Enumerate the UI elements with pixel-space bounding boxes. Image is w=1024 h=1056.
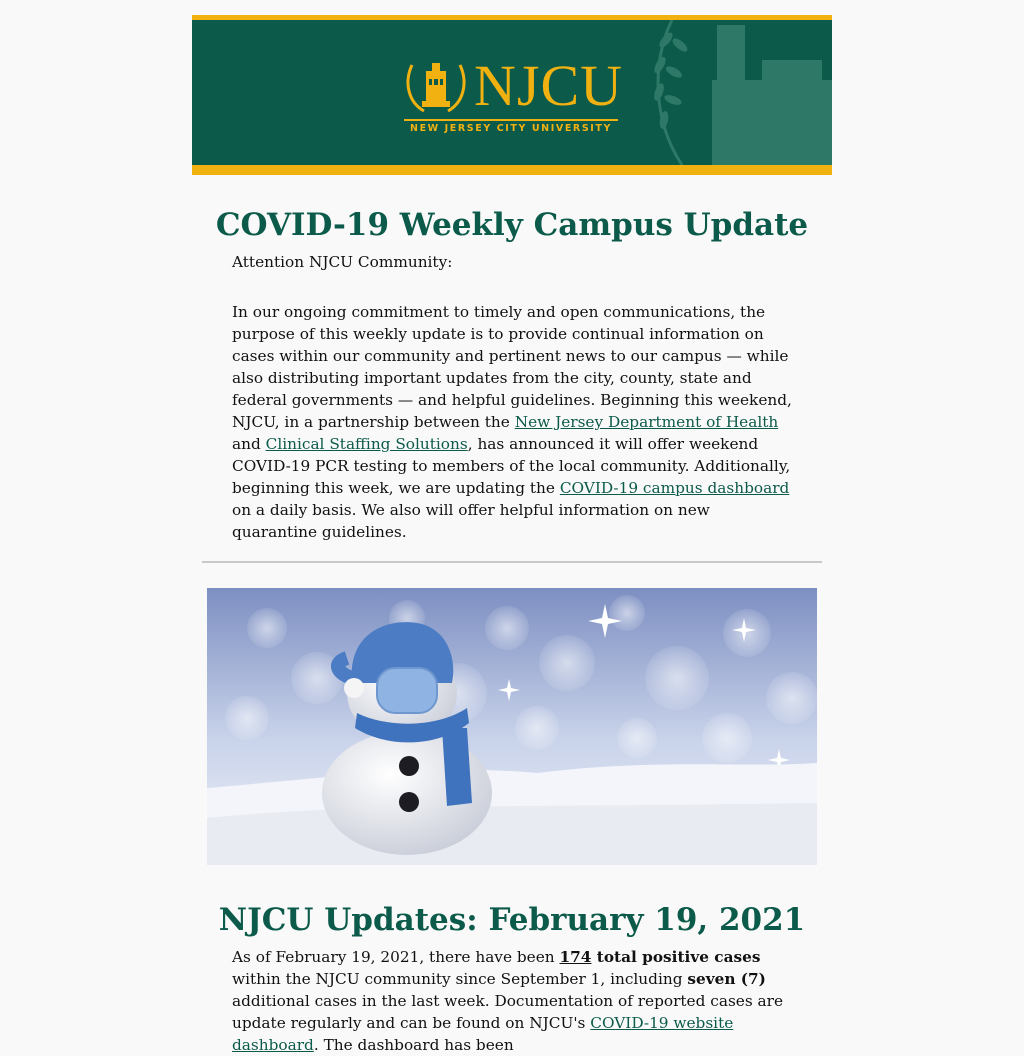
intro-text-4: on a daily basis. We also will offer helpful information on new quarantine guidelines.	[232, 501, 710, 541]
updates-text-3: additional cases in the last week. Documentation of reported cases are update regularly and can be found on NJCU's	[232, 992, 784, 1032]
njcu-tower-crest-icon	[404, 57, 468, 117]
updates-paragraph	[232, 946, 797, 1056]
covid-campus-dashboard-link[interactable]: COVID-19 campus dashboard	[559, 479, 790, 497]
updates-title: NJCU Updates: February 19, 2021	[218, 902, 806, 938]
total-positive-cases	[559, 948, 760, 966]
updates-text-2: within the NJCU community since September 1, including	[232, 970, 688, 988]
nj-department-of-health-link[interactable]: New Jersey Department of Health	[514, 413, 779, 431]
banner-gold-stripe-bottom	[192, 165, 832, 175]
intro-paragraph	[232, 301, 797, 543]
covid-website-dashboard-link[interactable]: COVID-19 website dashboard	[232, 1014, 734, 1054]
intro-text-2: and	[232, 435, 266, 453]
logo-subtitle: NEW JERSEY CITY UNIVERSITY	[410, 123, 612, 134]
updates-text-4: . The dashboard has been	[313, 1036, 514, 1054]
updates-text-1: As of February 19, 2021, there have been	[232, 948, 560, 966]
page-title: COVID-19 Weekly Campus Update	[215, 207, 809, 243]
logo-wordmark: NJCU	[474, 53, 624, 118]
section-divider	[202, 561, 822, 563]
logo-divider	[404, 119, 618, 121]
greeting-text: Attention NJCU Community:	[232, 253, 453, 271]
total-cases-count: 174	[559, 948, 592, 966]
campus-building-watermark-icon	[642, 20, 832, 165]
intro-text-1: In our ongoing commitment to timely and open communications, the purpose of this weekly update is to provide continual information on cases within our community and pertinent news to our campus — while also distributing important updates from the city, county, state and federal governments — and helpful guidelines. Beginning this weekend, NJCU, in a partnership between the	[232, 303, 792, 431]
clinical-staffing-solutions-link[interactable]: Clinical Staffing Solutions	[265, 435, 468, 453]
njcu-logo[interactable]	[404, 53, 624, 137]
total-cases-label: total positive cases	[591, 948, 761, 966]
snowman-with-mask-image	[207, 588, 817, 865]
weekly-new-cases: seven (7)	[687, 970, 766, 988]
header-banner	[192, 15, 832, 175]
intro-text-3: , has announced it will offer weekend COVID-19 PCR testing to members of the local community. Additionally, beginning this week, we are updating the	[232, 435, 791, 497]
